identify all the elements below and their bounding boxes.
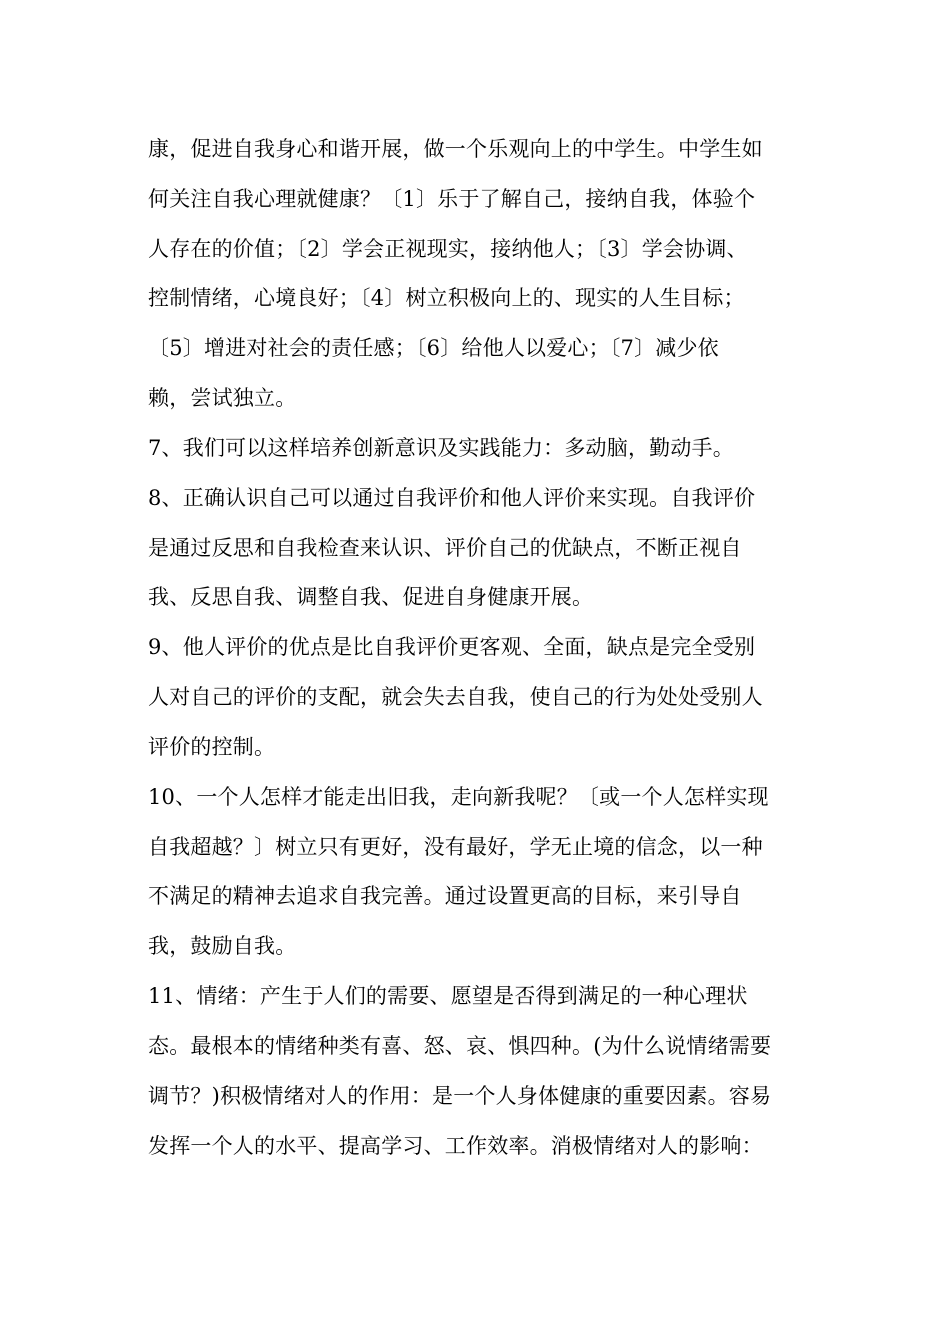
text-line: 控制情绪，心境良好；〔4〕树立积极向上的、现实的人生目标； (148, 286, 745, 310)
text-line: 10、一个人怎样才能走出旧我，走向新我呢？〔或一个人怎样实现 (148, 785, 769, 809)
text-line: 是通过反思和自我检查来认识、评价自己的优缺点，不断正视自 (148, 536, 742, 560)
text-line: 我、反思自我、调整自我、促进自身健康开展。 (148, 585, 594, 609)
text-line: 人对自己的评价的支配，就会失去自我，使自己的行为处处受别人 (148, 685, 763, 709)
text-line: 自我超越？〕树立只有更好，没有最好，学无止境的信念，以一种 (148, 835, 763, 859)
text-line: 〔5〕增进对社会的责任感；〔6〕给他人以爱心；〔7〕减少依 (148, 336, 719, 360)
text-line: 7、我们可以这样培养创新意识及实践能力：多动脑，勤动手。 (148, 436, 734, 460)
text-line: 11、情绪：产生于人们的需要、愿望是否得到满足的一种心理状 (148, 984, 748, 1008)
text-line: 9、他人评价的优点是比自我评价更客观、全面，缺点是完全受别 (148, 635, 756, 659)
text-line: 发挥一个人的水平、提高学习、工作效率。消极情绪对人的影响： (148, 1134, 763, 1158)
text-line: 我，鼓励自我。 (148, 934, 297, 958)
text-line: 康，促进自我身心和谐开展，做一个乐观向上的中学生。中学生如 (148, 137, 763, 161)
text-line: 评价的控制。 (148, 735, 276, 759)
text-line: 何关注自我心理就健康？〔1〕乐于了解自己，接纳自我，体验个 (148, 187, 756, 211)
text-line: 人存在的价值；〔2〕学会正视现实，接纳他人；〔3〕学会协调、 (148, 237, 748, 261)
text-line: 不满足的精神去追求自我完善。通过设置更高的目标，来引导自 (148, 884, 742, 908)
text-line: 调节？)积极情绪对人的作用：是一个人身体健康的重要因素。容易 (148, 1084, 772, 1108)
text-line: 8、正确认识自己可以通过自我评价和他人评价来实现。自我评价 (148, 486, 756, 510)
text-line: 赖，尝试独立。 (148, 386, 297, 410)
text-line: 态。最根本的情绪种类有喜、怒、哀、惧四种。(为什么说情绪需要 (148, 1034, 772, 1058)
